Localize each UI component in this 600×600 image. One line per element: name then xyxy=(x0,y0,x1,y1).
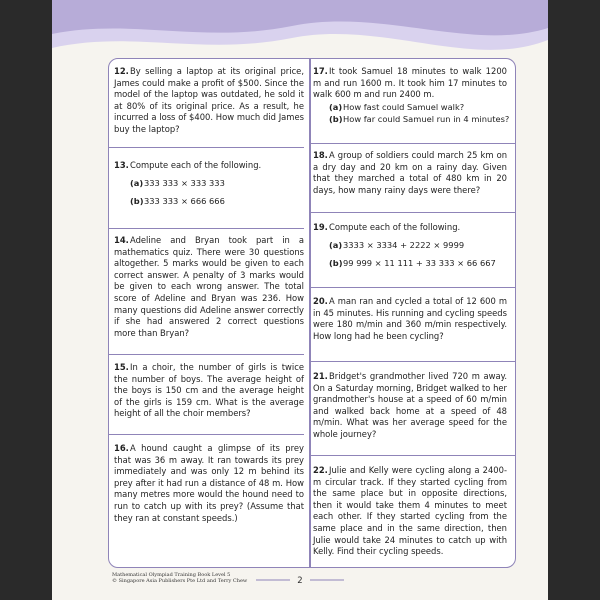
question-number: 13. xyxy=(114,160,129,170)
question-text: By selling a laptop at its original price, James could make a profit of $500. Since the model of the laptop was outdated, he sold it at 80% of its original price. As a result, he incurred a loss of $400. How much did James buy the laptop? xyxy=(114,66,304,134)
question-number: 12. xyxy=(114,66,129,76)
separator xyxy=(309,455,515,456)
question-17 xyxy=(313,66,507,101)
question-text: A hound caught a glimpse of its prey that was 36 m away. It ran towards its prey immediately and was only 12 m behind its prey after it had run a distance of 48 m. How many metres more would the hound need to run to catch up with its prey? (Assume that they ran at constant speeds.) xyxy=(114,443,304,523)
question-number: 19. xyxy=(313,222,328,232)
footer-book-title: Mathematical Olympiad Training Book Level 5 xyxy=(112,572,231,578)
separator xyxy=(309,287,515,288)
question-20 xyxy=(313,296,507,342)
part-label: (b) xyxy=(329,114,343,124)
question-19-part-b xyxy=(329,258,496,270)
question-text: A man ran and cycled a total of 12 600 m in 45 minutes. His running and cycling speeds were 180 m/min and 360 m/min respectively. How long had he been cycling? xyxy=(313,296,507,341)
part-text: 333 333 × 666 666 xyxy=(144,196,225,206)
part-text: How fast could Samuel walk? xyxy=(343,102,465,112)
question-text: It took Samuel 18 minutes to walk 1200 m and run 1600 m. It took him 17 minutes to walk 600 m and run 2400 m. xyxy=(313,66,507,100)
question-13-part-a xyxy=(130,178,225,190)
part-text: 99 999 × 11 111 + 33 333 × 66 667 xyxy=(343,258,496,268)
question-17-part-a xyxy=(329,102,464,114)
question-13 xyxy=(114,160,304,172)
question-number: 16. xyxy=(114,443,129,453)
footer-credits xyxy=(112,572,247,584)
question-13-part-b xyxy=(130,196,225,208)
part-label: (a) xyxy=(329,102,343,112)
separator xyxy=(309,361,515,362)
separator xyxy=(309,212,515,213)
separator xyxy=(108,354,304,355)
question-14 xyxy=(114,235,304,339)
part-label: (a) xyxy=(130,178,144,188)
question-text: In a choir, the number of girls is twice the number of boys. The average height of the boys is 150 cm and the average height of the girls is 159 cm. What is the average height of all the choir members? xyxy=(114,362,304,419)
question-22 xyxy=(313,465,507,558)
question-18 xyxy=(313,150,507,196)
part-text: How far could Samuel run in 4 minutes? xyxy=(343,114,510,124)
part-label: (b) xyxy=(130,196,144,206)
question-number: 17. xyxy=(313,66,328,76)
page-number: 2 xyxy=(297,576,303,586)
question-16 xyxy=(114,443,304,524)
separator xyxy=(108,434,304,435)
question-text: Julie and Kelly were cycling along a 2400-m circular track. If they started cycling from the same place but in opposite directions, then it would take them 4 minutes to meet each other. If they started cycling from the same place and in the same direction, then Julie would take 24 minutes to catch up with Kelly. Find their cycling speeds. xyxy=(313,465,507,557)
separator xyxy=(108,147,304,148)
part-text: 333 333 × 333 333 xyxy=(144,178,225,188)
question-21 xyxy=(313,371,507,441)
question-text: Compute each of the following. xyxy=(329,222,461,232)
question-number: 22. xyxy=(313,465,328,475)
question-text: A group of soldiers could march 25 km on a dry day and 20 km on a rainy day. Given that they marched a total of 480 km in 20 days, how many rainy days were there? xyxy=(313,150,507,195)
part-label: (a) xyxy=(329,240,343,250)
column-divider xyxy=(309,59,311,567)
question-number: 15. xyxy=(114,362,129,372)
question-15 xyxy=(114,362,304,420)
question-text: Compute each of the following. xyxy=(130,160,262,170)
question-12 xyxy=(114,66,304,136)
question-19-part-a xyxy=(329,240,464,252)
question-number: 18. xyxy=(313,150,328,160)
footer-copyright: © Singapore Asia Publishers Pte Ltd and Terry Chew xyxy=(112,578,248,584)
question-17-part-b xyxy=(329,114,509,126)
separator xyxy=(309,143,515,144)
question-number: 20. xyxy=(313,296,328,306)
question-text: Adeline and Bryan took part in a mathematics quiz. There were 30 questions altogether. 5 marks would be given to each correct answer. A penalty of 3 marks would be given to each wrong answer. The total score of Adeline and Bryan was 236. How many questions did Adeline answer correctly if she had answered 2 correct questions more than Bryan? xyxy=(114,235,304,338)
part-label: (b) xyxy=(329,258,343,268)
separator xyxy=(108,228,304,229)
question-19 xyxy=(313,222,507,234)
question-text: Bridget's grandmother lived 720 m away. On a Saturday morning, Bridget walked to her grandmother's house at a speed of 60 m/min and walked back home at a speed of 48 m/min. What was her average speed for the whole journey? xyxy=(313,371,507,439)
part-text: 3333 × 3334 + 2222 × 9999 xyxy=(343,240,465,250)
question-number: 21. xyxy=(313,371,328,381)
question-number: 14. xyxy=(114,235,129,245)
